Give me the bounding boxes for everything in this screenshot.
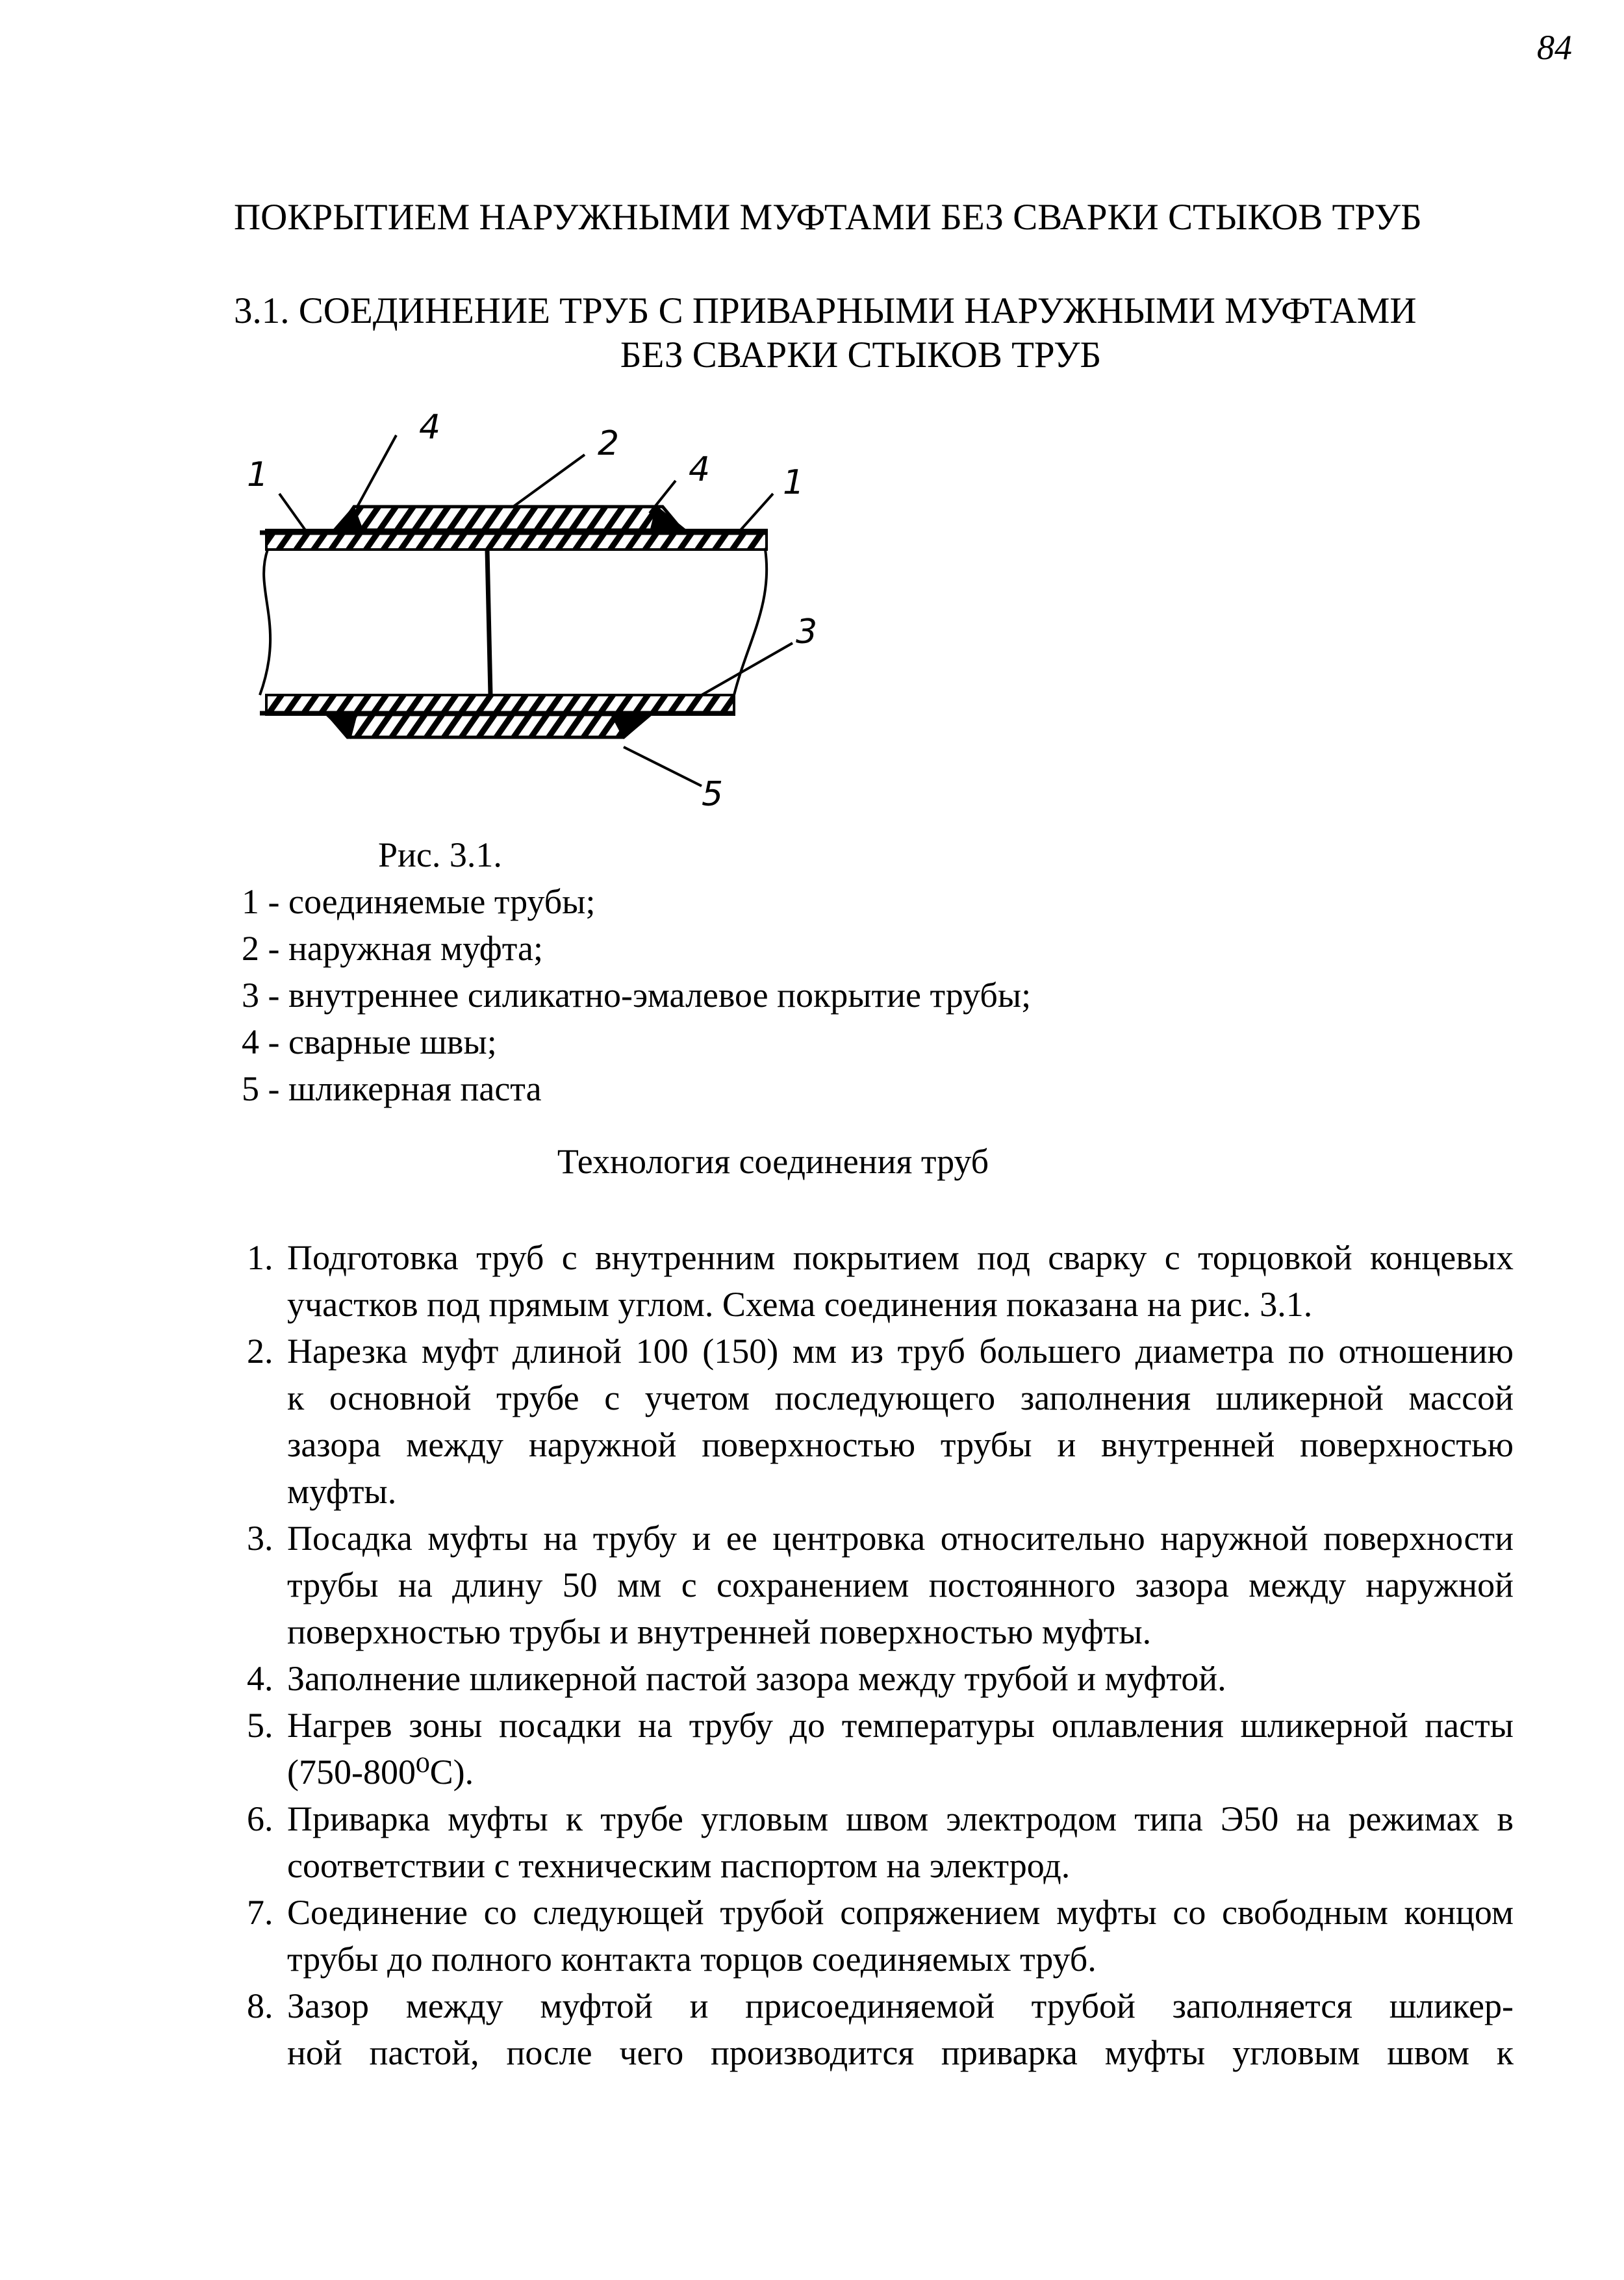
list-item bbox=[247, 1234, 1514, 1328]
step-text-line: к основной трубе с учетом последующего заполнения шликерной массой bbox=[287, 1378, 1514, 1417]
step-text-line: Подготовка труб с внутренним покрытием под сварку с торцовкой концевых bbox=[287, 1238, 1514, 1277]
step-text-line: Нарезка муфт длиной 100 (150) мм из труб большего диаметра по отношению bbox=[287, 1332, 1514, 1371]
technology-title: Технология соединения труб bbox=[557, 1142, 989, 1181]
step-text-line: Посадка муфты на трубу и ее центровка относительно наружной поверхности bbox=[287, 1519, 1514, 1558]
page-number: 84 bbox=[1537, 28, 1572, 67]
list-item bbox=[247, 1889, 1514, 1982]
legend-item: 1 - соединяемые трубы; bbox=[242, 882, 596, 921]
step-number: 8. bbox=[247, 1986, 273, 2025]
list-item bbox=[247, 1655, 1514, 1702]
label-4-upper: 4 bbox=[419, 409, 441, 447]
subsection-heading-continued: БЕЗ СВАРКИ СТЫКОВ ТРУБ bbox=[620, 335, 1102, 375]
step-text-line: участков под прямым углом. Схема соединения показана на рис. 3.1. bbox=[287, 1285, 1313, 1324]
step-number: 7. bbox=[247, 1893, 273, 1932]
label-1-left: 1 bbox=[247, 455, 269, 494]
step-text-line: Зазор между муфтой и присоединяемой трубой заполняется шликер- bbox=[287, 1986, 1514, 2025]
step-number: 6. bbox=[247, 1799, 273, 1838]
legend-item: 4 - сварные швы; bbox=[242, 1022, 497, 1061]
figure-caption bbox=[242, 831, 1031, 1112]
list-item bbox=[247, 1982, 1514, 2076]
step-text-line: ной пастой, после чего производится приварка муфты угловым швом к bbox=[287, 2033, 1514, 2072]
legend-item: 3 - внутреннее силикатно-эмалевое покрытие трубы; bbox=[242, 976, 1032, 1015]
legend-item: 2 - наружная муфта; bbox=[242, 929, 543, 968]
step-number: 3. bbox=[247, 1519, 273, 1558]
subsection-heading: 3.1. СОЕДИНЕНИЕ ТРУБ С ПРИВАРНЫМИ НАРУЖНЫМИ МУФТАМИ bbox=[234, 290, 1417, 331]
list-item bbox=[247, 1328, 1514, 1515]
section-heading: ПОКРЫТИЕМ НАРУЖНЫМИ МУФТАМИ БЕЗ СВАРКИ СТЫКОВ ТРУБ bbox=[234, 197, 1422, 238]
figure-caption-title: Рис. 3.1. bbox=[378, 835, 502, 874]
pipe-joint-diagram bbox=[234, 409, 818, 812]
steps-list bbox=[247, 1234, 1514, 2076]
step-number: 2. bbox=[247, 1332, 273, 1371]
step-text-line: зазора между наружной поверхностью трубы и внутренней поверхностью bbox=[287, 1425, 1514, 1464]
label-1-right: 1 bbox=[783, 463, 805, 502]
step-text-line: Заполнение шликерной пастой зазора между трубой и муфтой. bbox=[287, 1659, 1226, 1698]
list-item bbox=[247, 1515, 1514, 1655]
list-item bbox=[247, 1795, 1514, 1889]
label-3: 3 bbox=[796, 613, 818, 652]
step-number: 1. bbox=[247, 1238, 273, 1277]
step-text-line: трубы на длину 50 мм с сохранением постоянного зазора между наружной bbox=[287, 1565, 1514, 1604]
upper-weld-right bbox=[650, 505, 689, 531]
step-number: 4. bbox=[247, 1659, 273, 1698]
step-text-line: поверхностью трубы и внутренней поверхностью муфты. bbox=[287, 1612, 1152, 1651]
legend-item: 5 - шликерная паста bbox=[242, 1069, 542, 1108]
step-text-line: Приварка муфты к трубе угловым швом электродом типа Э50 на режимах в bbox=[287, 1799, 1514, 1838]
label-5: 5 bbox=[702, 775, 724, 812]
lower-sleeve bbox=[328, 715, 650, 737]
step-text-line: соответствии с техническим паспортом на электрод. bbox=[287, 1846, 1071, 1885]
label-2: 2 bbox=[598, 424, 620, 463]
step-text-line: (750-800⁰С). bbox=[287, 1753, 474, 1792]
step-text-line: муфты. bbox=[287, 1472, 397, 1511]
step-text-line: Соединение со следующей трубой сопряжением муфты со свободным концом bbox=[287, 1893, 1514, 1932]
step-number: 5. bbox=[247, 1706, 273, 1745]
list-item bbox=[247, 1702, 1514, 1795]
label-4-right: 4 bbox=[689, 450, 711, 489]
upper-sleeve bbox=[338, 507, 682, 530]
step-text-line: Нагрев зоны посадки на трубу до температуры оплавления шликерной пасты bbox=[287, 1706, 1514, 1745]
pipe-butt-joint bbox=[487, 550, 490, 695]
step-text-line: трубы до полного контакта торцов соединяемых труб. bbox=[287, 1940, 1097, 1979]
